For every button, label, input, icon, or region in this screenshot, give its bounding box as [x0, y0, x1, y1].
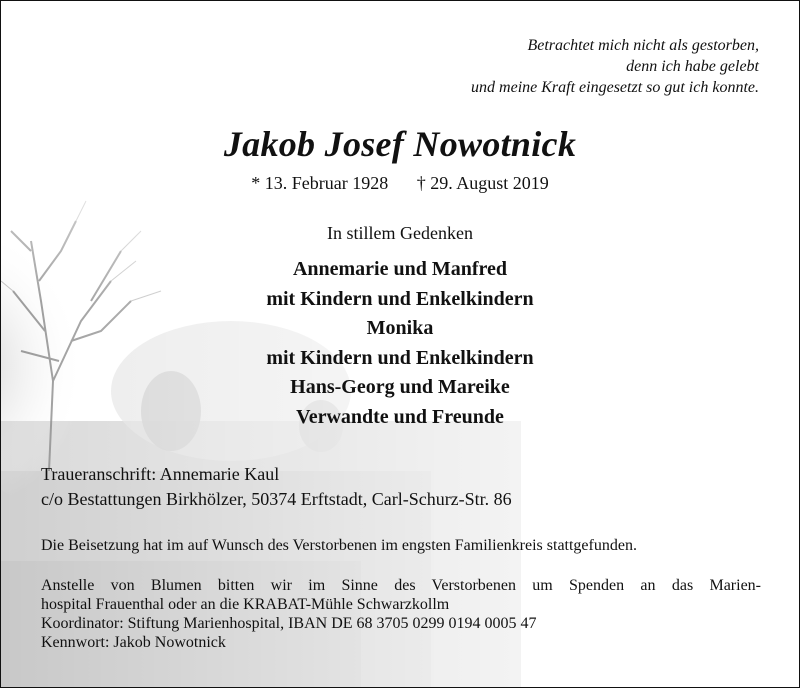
motto-quote — [471, 35, 759, 98]
mourner-line: mit Kindern und Enkelkindern — [266, 287, 534, 310]
address-line: Traueranschrift: Annemarie Kaul — [41, 464, 280, 484]
donation-line: hospital Frauenthal oder an die KRABAT-Mühle Schwarzkollm — [41, 596, 450, 613]
motto-line: Betrachtet mich nicht als gestorben, — [527, 37, 759, 54]
donation-line: Kennwort: Jakob Nowotnick — [41, 634, 226, 651]
life-dates — [1, 173, 799, 194]
mourner-line: Hans-Georg und Mareike — [290, 376, 510, 398]
donation-line: Koordinator: Stiftung Marienhospital, IBAN DE 68 3705 0299 0194 0005 47 — [41, 615, 537, 632]
mourner-line: Verwandte und Freunde — [296, 405, 504, 428]
mourner-line: mit Kindern und Enkelkindern — [266, 346, 534, 369]
motto-line: und meine Kraft eingesetzt so gut ich konnte. — [471, 79, 759, 96]
birth-date: * 13. Februar 1928 — [251, 173, 389, 193]
donation-line: Anstelle von Blumen bitten wir im Sinne des Verstorbenen um Spenden an das Marien- — [41, 577, 761, 594]
mourner-line: Monika — [366, 317, 434, 339]
burial-note: Die Beisetzung hat im auf Wunsch des Verstorbenen im engsten Familienkreis stattgefunden. — [41, 537, 637, 554]
mourner-line: Annemarie und Manfred — [292, 258, 508, 280]
deceased-name: Jakob Josef Nowotnick — [223, 124, 577, 164]
motto-line: denn ich habe gelebt — [626, 58, 759, 75]
mourners-list — [1, 255, 799, 432]
donation-note — [41, 576, 761, 652]
death-date: † 29. August 2019 — [416, 173, 549, 193]
memory-line: In stillem Gedenken — [327, 223, 473, 243]
mourning-address — [41, 462, 512, 512]
address-line: c/o Bestattungen Birkhölzer, 50374 Erftstadt, Carl-Schurz-Str. 86 — [41, 489, 512, 509]
